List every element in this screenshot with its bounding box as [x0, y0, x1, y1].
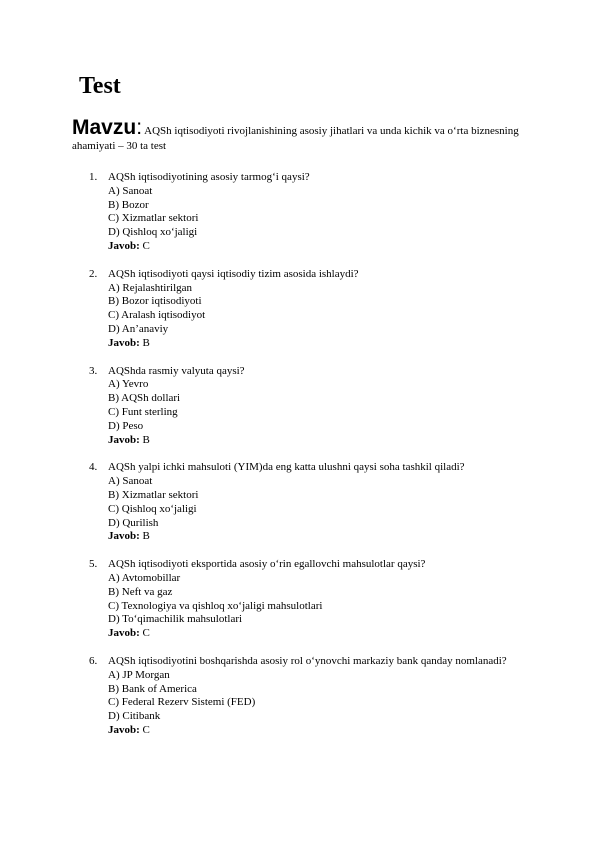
answer-option: D) Peso	[108, 419, 144, 432]
question-item	[89, 171, 528, 254]
answer-label: Javob:	[108, 336, 140, 349]
answer-option: A) Yevro	[108, 378, 149, 391]
question-number: 4.	[89, 461, 98, 474]
answer-label: Javob:	[108, 530, 140, 543]
answer-option: A) JP Morgan	[108, 668, 170, 681]
question-number: 5.	[89, 558, 98, 571]
answer-option: B) Xizmatlar sektori	[108, 488, 199, 501]
answer-option: C) Federal Rezerv Sistemi (FED)	[108, 696, 256, 709]
topic-text: AQSh iqtisodiyoti rivojlanishining asosiy jihatlari va unda kichik va o‘rta biznesning ahamiyati – 30 ta test	[72, 125, 519, 152]
answer-line	[108, 337, 528, 351]
question-list	[89, 171, 528, 752]
question-text: AQSh iqtisodiyoti qaysi iqtisodiy tizim asosida ishlaydi?	[108, 267, 359, 280]
question-item	[89, 654, 528, 738]
answer-line	[108, 724, 528, 738]
answer-value: B	[142, 530, 150, 543]
question-text: AQSh iqtisodiyotining asosiy tarmog‘i qaysi?	[108, 171, 310, 183]
answer-option: B) Bozor	[108, 198, 149, 211]
answer-option: B) Bank of America	[108, 682, 197, 695]
answer-option: D) Qurilish	[108, 516, 159, 529]
answer-label: Javob:	[108, 723, 140, 736]
answer-line	[108, 530, 528, 544]
answer-line	[108, 240, 528, 254]
question-text: AQSh yalpi ichki mahsuloti (YIM)da eng katta ulushni qaysi soha tashkil qiladi?	[108, 461, 465, 474]
answer-option: B) Neft va gaz	[108, 585, 173, 598]
question-item	[89, 364, 528, 448]
answer-value: B	[142, 433, 150, 446]
answer-option: C) Aralash iqtisodiyot	[108, 309, 206, 322]
question-item	[89, 267, 528, 351]
question-item	[89, 461, 528, 544]
question-number: 1.	[89, 171, 98, 183]
question-text: AQSh iqtisodiyotini boshqarishda asosiy rol o‘ynovchi markaziy bank qanday nomlanadi?	[108, 654, 507, 667]
question-number: 3.	[89, 364, 98, 377]
answer-option: D) Citibank	[108, 710, 161, 723]
answer-option: C) Qishloq xo‘jaligi	[108, 502, 197, 515]
answer-label: Javob:	[108, 239, 140, 252]
answer-value: C	[142, 627, 150, 640]
answer-label: Javob:	[108, 433, 140, 446]
answer-option: A) Rejalashtirilgan	[108, 281, 193, 294]
answer-option: B) AQSh dollari	[108, 392, 181, 405]
page-title: Test	[79, 73, 121, 99]
question-number: 6.	[89, 654, 98, 667]
question-text: AQShda rasmiy valyuta qaysi?	[108, 364, 245, 377]
answer-option: B) Bozor iqtisodiyoti	[108, 295, 202, 308]
topic-colon: :	[136, 116, 143, 139]
answer-option: A) Sanoat	[108, 475, 153, 488]
topic-paragraph	[72, 116, 532, 153]
answer-line	[108, 627, 528, 641]
answer-value: B	[142, 336, 150, 349]
answer-line	[108, 434, 528, 448]
answer-option: C) Xizmatlar sektori	[108, 212, 199, 225]
answer-option: D) To‘qimachilik mahsulotlari	[108, 613, 243, 626]
answer-value: C	[142, 723, 150, 736]
question-number: 2.	[89, 267, 98, 280]
question-text: AQSh iqtisodiyoti eksportida asosiy o‘rin egallovchi mahsulotlar qaysi?	[108, 558, 426, 571]
answer-option: A) Sanoat	[108, 184, 153, 197]
answer-value: C	[142, 239, 150, 252]
question-item	[89, 558, 528, 641]
answer-option: D) Qishloq xo‘jaligi	[108, 226, 198, 239]
answer-option: C) Funt sterling	[108, 405, 178, 418]
topic-label: Mavzu	[72, 116, 137, 139]
answer-option: A) Avtomobillar	[108, 571, 181, 584]
answer-option: D) An’anaviy	[108, 322, 169, 335]
answer-label: Javob:	[108, 627, 140, 640]
answer-option: C) Texnologiya va qishloq xo‘jaligi mahsulotlari	[108, 599, 323, 612]
